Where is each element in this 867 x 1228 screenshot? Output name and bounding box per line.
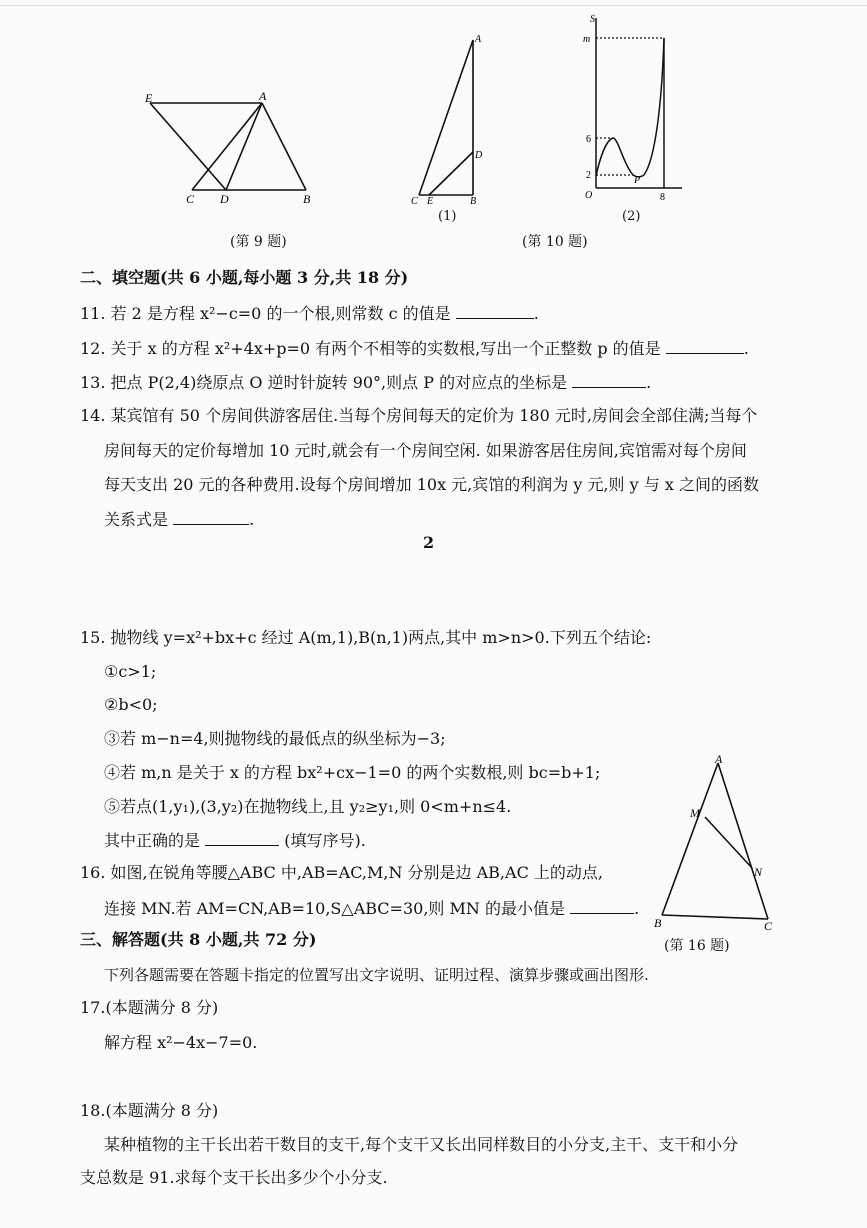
- q14-end: .: [249, 510, 255, 529]
- fig10-2-label-P: P: [634, 175, 641, 186]
- q13-text: 13. 把点 P(2,4)绕原点 O 逆时针旋转 90°,则点 P 的对应点的坐标是: [80, 373, 568, 392]
- question-12: [80, 337, 749, 360]
- fig9-line-AD: [226, 103, 262, 190]
- figure-16: [648, 755, 788, 935]
- q14-line2: 房间每天的定价每增加 10 元时,就会有一个房间空闲. 如果游客居住房间,宾馆需对每个房间: [104, 441, 747, 460]
- page-number: 2: [423, 533, 435, 552]
- fig10-sub1: (1): [438, 209, 457, 224]
- figure-9: [140, 88, 325, 208]
- fig10-2-label-2: 2: [586, 170, 591, 181]
- fig16-caption: (第 16 题): [664, 938, 730, 954]
- fig16-line-AB: [662, 763, 718, 915]
- q12-text: 12. 关于 x 的方程 x²+4x+p=0 有两个不相等的实数根,写出一个正整数 p 的值是: [80, 339, 661, 358]
- fig10-2-label-6: 6: [586, 134, 591, 145]
- q11-answer-blank[interactable]: [456, 302, 534, 319]
- fig10-1-label-C: C: [411, 196, 418, 207]
- q18-title: 18.(本题满分 8 分): [80, 1101, 219, 1120]
- scan-edge-line: [0, 5, 867, 6]
- fig10-2-label-O: O: [585, 190, 593, 201]
- fig10-2-curve: [596, 38, 664, 177]
- fig10-sub2: (2): [622, 209, 641, 224]
- q15-answer-suffix: (填写序号).: [284, 831, 366, 850]
- q15-choice-3: ③若 m−n=4,则抛物线的最低点的纵坐标为−3;: [104, 729, 446, 748]
- fig16-label-B: B: [654, 916, 662, 930]
- q16-end: .: [634, 899, 640, 918]
- fig10-2-label-8: 8: [660, 192, 665, 203]
- fig10-2-label-m: m: [583, 34, 591, 45]
- q15-choice-1: ①c>1;: [104, 662, 157, 681]
- q15-answer-line: [104, 829, 366, 852]
- q14-line4: [104, 508, 254, 531]
- fig10-1-line-AC: [419, 40, 473, 195]
- q16-line2-text: 连接 MN.若 AM=CN,AB=10,S△ABC=30,则 MN 的最小值是: [104, 899, 565, 918]
- q13-end: .: [646, 373, 652, 392]
- fig16-label-N: N: [754, 865, 763, 879]
- section3-heading: 三、解答题(共 8 小题,共 72 分): [80, 930, 317, 949]
- q15-choice-5: ⑤若点(1,y₁),(3,y₂)在抛物线上,且 y₂≥y₁,则 0<m+n≤4.: [104, 797, 512, 816]
- fig9-label-E: E: [145, 91, 153, 105]
- fig9-line-ED: [150, 103, 226, 190]
- fig10-1-label-A: A: [475, 34, 482, 45]
- fig10-caption: (第 10 题): [522, 234, 588, 250]
- q16-line1: 16. 如图,在锐角等腰△ABC 中,AB=AC,M,N 分别是边 AB,AC 上的动点,: [80, 863, 603, 882]
- q17-title: 17.(本题满分 8 分): [80, 998, 219, 1017]
- fig9-label-C: C: [186, 192, 195, 206]
- fig16-line-MN: [705, 817, 752, 868]
- q18-line1: 某种植物的主干长出若干数目的支干,每个支干又长出同样数目的小分支,主干、支干和小分: [104, 1135, 739, 1154]
- fig10-1-line-ED: [429, 152, 473, 195]
- q16-line2: [104, 897, 639, 920]
- q12-end: .: [743, 339, 749, 358]
- fig10-1-label-D: D: [475, 150, 483, 161]
- section2-heading: 二、填空题(共 6 小题,每小题 3 分,共 18 分): [80, 268, 409, 287]
- fig16-line-AC: [718, 763, 768, 919]
- q17-body: 解方程 x²−4x−7=0.: [104, 1033, 258, 1052]
- q12-answer-blank[interactable]: [666, 337, 744, 354]
- fig16-label-C: C: [764, 919, 773, 933]
- q15-answer-blank[interactable]: [205, 829, 279, 846]
- figure-10-1: [405, 30, 490, 210]
- figure-10-2: [578, 8, 688, 208]
- fig10-1-label-E: E: [427, 196, 434, 207]
- q16-answer-blank[interactable]: [570, 897, 634, 914]
- q14-line3: 每天支出 20 元的各种费用.设每个房间增加 10x 元,宾馆的利润为 y 元,则 y 与 x 之间的函数: [104, 475, 759, 494]
- q15-choice-2: ②b<0;: [104, 695, 158, 714]
- fig9-label-B: B: [303, 192, 311, 206]
- fig9-line-AC: [192, 103, 262, 190]
- fig9-label-D: D: [220, 192, 229, 206]
- q15-choice-4: ④若 m,n 是关于 x 的方程 bx²+cx−1=0 的两个实数根,则 bc=b+1;: [104, 763, 601, 782]
- fig10-1-label-B: B: [470, 196, 477, 207]
- q14-line1: 14. 某宾馆有 50 个房间供游客居住.当每个房间每天的定价为 180 元时,房间会全部住满;当每个: [80, 406, 758, 425]
- question-11: [80, 302, 539, 325]
- q11-end: .: [533, 304, 539, 323]
- fig16-label-M: M: [690, 806, 700, 820]
- q14-answer-blank[interactable]: [173, 508, 249, 525]
- section3-instruction: 下列各题需要在答题卡指定的位置写出文字说明、证明过程、演算步骤或画出图形.: [104, 966, 649, 984]
- fig9-caption: (第 9 题): [230, 234, 287, 250]
- q15-stem: 15. 抛物线 y=x²+bx+c 经过 A(m,1),B(n,1)两点,其中 m>n>0.下列五个结论:: [80, 628, 652, 647]
- fig16-line-BC: [662, 915, 768, 919]
- q18-line2: 支总数是 91.求每个支干长出多少个小分支.: [80, 1168, 388, 1187]
- fig9-line-AB: [262, 103, 306, 190]
- q15-answer-prefix: 其中正确的是: [104, 831, 201, 850]
- question-13: [80, 371, 651, 394]
- fig9-label-A: A: [259, 89, 267, 103]
- fig10-2-label-S: S: [590, 14, 595, 25]
- q13-answer-blank[interactable]: [572, 371, 646, 388]
- fig16-label-A: A: [715, 755, 723, 766]
- q11-text: 11. 若 2 是方程 x²−c=0 的一个根,则常数 c 的值是: [80, 304, 451, 323]
- q14-line4-text: 关系式是: [104, 510, 169, 529]
